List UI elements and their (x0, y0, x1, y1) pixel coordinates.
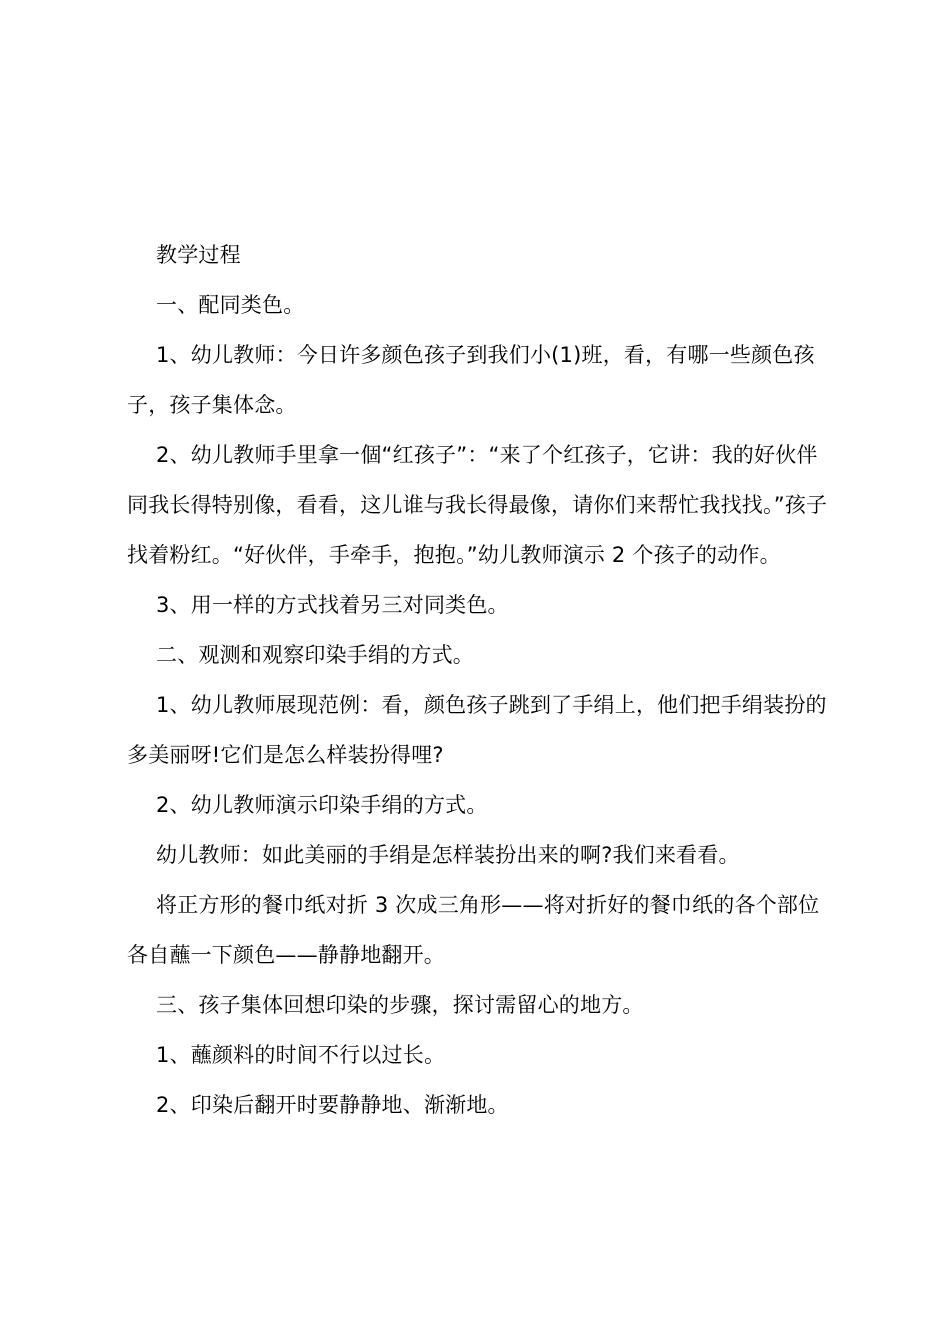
paragraph: 1、蘸颜料的时间不行以过长。 (156, 1043, 446, 1067)
paragraph: 1、幼儿教师展现范例：看，颜色孩子跳到了手绢上，他们把手绢装扮的多美丽呀!它们是怎么样装扮得哩? (127, 693, 827, 767)
paragraph: 1、幼儿教师：今日许多颜色孩子到我们小(1)班，看，有哪一些颜色孩子，孩子集体念。 (127, 343, 815, 417)
paragraph: 将正方形的餐巾纸对折 3 次成三角形——将对折好的餐巾纸的各个部位各自蘸一下颜色——静静地翻开。 (127, 893, 820, 967)
paragraph: 一、配同类色。 (156, 293, 305, 317)
paragraph: 2、幼儿教师手里拿一個“红孩子”：“来了个红孩子，它讲：我的好伙伴同我长得特别像，看看，这儿谁与我长得最像，请你们来帮忙我找找。”孩子找着粉红。“好伙伴，手牵手，抱抱。”幼儿教师演示 2 个孩子的动作。 (127, 443, 828, 567)
paragraph: 幼儿教师：如此美丽的手绢是怎样装扮出来的啊?我们来看看。 (156, 843, 740, 867)
paragraph: 二、观测和观察印染手绢的方式。 (156, 643, 474, 667)
paragraph: 3、用一样的方式找着另三对同类色。 (156, 593, 509, 617)
paragraph: 三、孩子集体回想印染的步骤，探讨需留心的地方。 (156, 993, 644, 1017)
document-body (127, 230, 833, 1130)
paragraph: 2、幼儿教师演示印染手绢的方式。 (156, 793, 488, 817)
section-title: 教学过程 (156, 243, 241, 267)
paragraph: 2、印染后翻开时要静静地、渐渐地。 (156, 1093, 509, 1117)
